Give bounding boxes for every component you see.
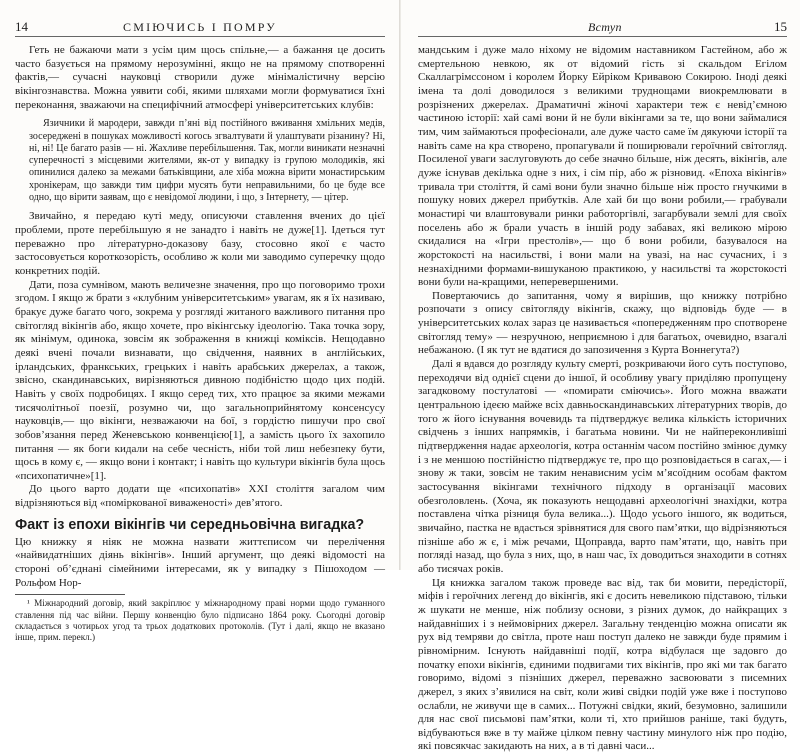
page-number: 14 <box>15 19 28 34</box>
page-number: 15 <box>774 19 787 34</box>
paragraph: Далі я вдався до розгляду культу смерті, розкриваючи його суть поступово, переходячи від однієї сцени до іншої, й особливу увагу приділяю пропущену загадковому постулатові — «помирати сміючись». Його можна вважати центральною ідеєю майже всіх давньоскандинавських літературних творів, до того ж його існування вочевидь та підтверджує велика кількість історичних свідчень з інших напрямків, і багатьма новини. Чи не найпереконливіші підтвердження надає археологія, котра останнім часом постійно змінює думку і з не меншою постійністю підтверджує те, про що розповідається в сагах,— і знову ж таки, зовсім не таким ненависним усім м’ясоїдним особам фактом застосування вікінгами технічного підходу в організації масових обезголовлень. (Хоча, як показують нещодавні археологічні знахідки, котра поставлена чітка різниця була велика...). Щодо усього іншого, як водиться, звичайно, пастка не вдасться зрівнятися для свого пам’ятки, що відрізняються пізніше або ж є, і між речами, Щоправда, варто пам’ятати, що, навіть при погляді назад, що була з них, що, в наш час, їх доводиться знаходити в сотнях або тисячах років. <box>418 358 787 575</box>
paragraph: Геть не бажаючи мати з усім цим щось спільне,— а бажання це досить часто базується на прямому нерозумінні, якщо не на прямому спотворенні фактів,— сучасні науковці створили дуже мінімалістичну версію вікінгознавства. Можна уявити собі, якими шляхами могли формуватися їхні переконання, зважаючи на специфічний атмосфері університетських клубів: <box>15 44 385 111</box>
running-head: СМІЮЧИСЬ І ПОМРУ <box>123 20 277 34</box>
paragraph: Звичайно, я передаю куті меду, описуючи ставлення вчених до цієї проблеми, проте перебільшую я не занадто і навіть не дуже[1]. Ідеться тут переважно про літературно-доказову базу, стосовно якої є часто застосовується короткозорість, особливо ж коли ми заводимо суперечку щодо конкретних подій. <box>15 210 385 277</box>
footnote-rule <box>15 594 125 595</box>
paragraph: Ця книжка загалом також проведе вас від, так би мовити, передісторії, міфів і героїчних легенд до вікінгів, які є досить невеликою підставою, тільки ж шукати не менше, ніж поблизу основи, з різних думок, до найкращих з найдавніших і з неймовірних джерел. Загальну тенденцію можна описати як рух від темряви до світла, проте наш поступ далеко не завжди буде прямим і рівномірним. Існують найдавніші події, котра відбулася ще задовго до початку епохи вікінгів, єдиними подвигами тих вікінгів, про які ми так багато говоримо, відомі з пізніших джерел, переважно засвоювати з писемних джерел, з яких з’явилися на світ, коли живі свідки подій уже вже і поступово ослабли, не живучи ще в самих... Потужні свідки, який, безумовно, залишили для нас свої письмові пам’ятки, коли ті, хто прийшов раніше, такі будуть, відбуваються вже в ту майже цілком певну частину минулого ніж про подію, які повсякчас закидають на них, а в ті давні часи... <box>418 576 787 753</box>
left-page-header <box>15 20 385 37</box>
left-page <box>0 0 399 642</box>
paragraph: мандським і дуже мало ніхому не відомим наставником Гастейном, або ж смертельною невкою, як от відомий гість зі скальдом Егілом Скаллагрімссоном і королем Йорку Ейріком Кривавою Сокирою. Іноді деякі імена та долі доводилося з великими труднощами виокремлювати в розрізнених джерелах. Драматичні жіночі характери теж є невід’ємною частиною історії: хай самі вони й не були вікінгами за те, що вони займалися тим, чим займаються професіонали, але дуже часто саме їм дякуючи історії та навіть саме на кра створено, пропагували й поширювали героїчний світогляд. Посиленої уваги заслуговують до себе значно більше, ніж десять, вікінгів, але дуже існував декілька одне з них, і сім пір, або ж різновид. «Епоха вікінгів» тривала три століття, й самі вони були значно більше ніж просто гнучкими в пошуку нових джерел прибутків. Але хай би що вони робили,— грабували монастирі чи влаштовували ринки работоргівлі, загарбували землі для своїх поселень або ж брали участь в іншій роду забавах, які великою мірою скидалися на «Ігри престолів»,— що б вони робили, базувалося на жорстокості на насильстві, і вони мали на увазі, на нас сучасних, і з незнахідними формами-вишуканою практикою, у насильстві та жорстокості вони були на-кращими, неперевершеними. <box>418 44 787 289</box>
right-page <box>401 0 800 753</box>
paragraph: Дати, поза сумнівом, мають величезне значення, про що поговоримо трохи згодом. І якщо ж брати з «клубним університетським» увагам, як я їх називаю, бракує дуже багато чого, зокрема у розгляді житаного важливого питання про світогляд вікінгів або, якщо хочете, про вікінгську ідеологію. Така точка зору, як мінімум, одинока, зовсім як зображення в книжці коміксів. Нещодавно деякі вчені почали визнавати, що свідчення, наявних в англійських, ірландських, франкських, грецьких і навіть арабських джерелах, а також, звісно, скандинавських, вирізняються дивною подібністю щодо цих подій. Навіть у своїх подробицях. І якщо серед тих, хто працює за якими межами тисячолітньої поезії, розумно чи, що загальноприйнятому консенсусу науковців,— що вікінги, незважаючи на бої, з гордістю пишучи про свої зобов’язання перед Женевською конвенцією[1], а замість цього їх захопило питання — як боги кидали на себе чесність, ніби той лиш небезпеку бути, щось в кому є, — якщо вони і контакт; і навіть що культури вікінгів була щось «психопатичне»[1]. <box>15 278 385 482</box>
paragraph: До цього варто додати ще «психопатів» XXI століття загалом чим відрізняються від «поміркованої виваженості» дев’ятого. <box>15 483 385 510</box>
footnote: ¹ Міжнародний договір, який закріплює у міжнародному праві норми щодо гуманного ставлення під час війни. Першу конвенцію було підписано 1864 року. Сьогодні договір складається з чотирьох угод та трьох додаткових протоколів. (Тут і далі, якщо не вказано інше, прим. перекл.) <box>15 598 385 642</box>
right-page-header <box>418 20 787 37</box>
section-heading: Факт із епохи вікінгів чи середньовічна вигадка? <box>15 516 365 533</box>
running-head: Вступ <box>588 20 622 34</box>
right-page-body <box>418 44 787 754</box>
block-quote: Язичники й мародери, завжди п’яні від постійного вживання хмільних медів, зосереджені в пошуках можливості когось згвалтувати й улаштувати різанину? Ні, ні, ні! Це багато разів — ні. Жахливе перебільшення. Так, могли виникати незначні суперечності з місцевими жителями, як-от у випадку із групою молодиків, які опинилися далеко за межами батьківщини, але хіба можна вірити монастирським хронікерам, що завжди тим цифри мусять бути неправильними, бо це буде все одно, що вірити заявам, що є невідомої людини, і що, з Інтернету, — цітер. <box>29 118 385 204</box>
paragraph: Цю книжку я ніяк не можна назвати життєписом чи перелічення «найвидатніших діянь вікінгів». Інший аргумент, що деякі відомості на стороні об’єднані сімейними інтересами, як у випадку з Пішоходом — Рольфом Нор- <box>15 535 385 589</box>
left-page-body <box>15 44 385 643</box>
paragraph: Повертаючись до запитання, чому я вирішив, що книжку потрібно розпочати з опису світогляду вікінгів, скажу, що відповідь буде — в університетських колах зараз це називається «попередженням про спотворене світогляд тему» — незручною, неприємною і для багатьох, очевидно, взагалі небажаною. (І як тут не вдатися до запозичення з Курта Воннегута?) <box>418 289 787 357</box>
